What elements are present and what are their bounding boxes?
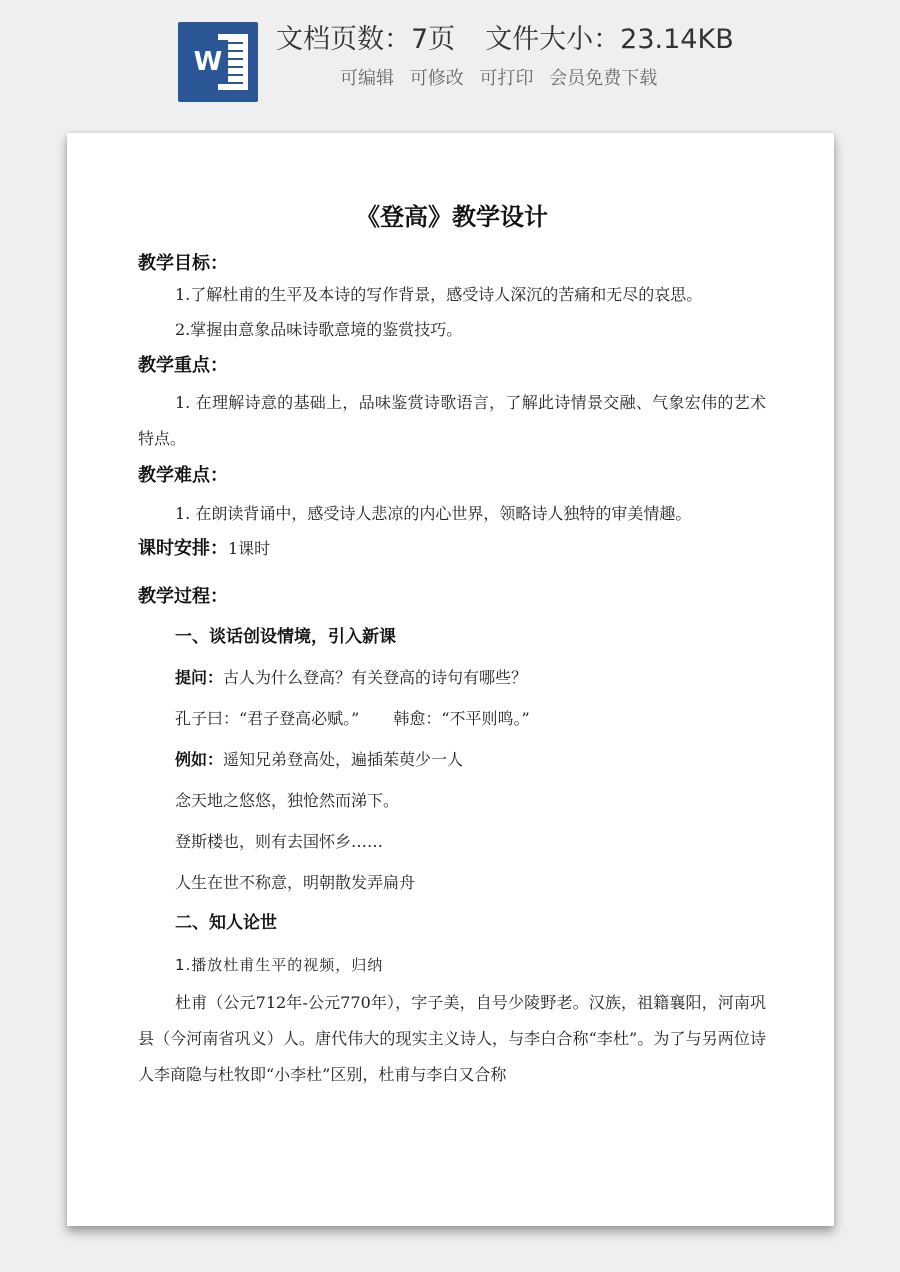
example-verse-1: 遥知兄弟登高处，遍插茱萸少一人 [223,750,464,769]
word-document-icon [178,22,258,102]
section-2-title: 二、知人论世 [175,913,277,933]
document-page [67,133,834,1226]
class-hours-label: 课时安排： [138,538,228,559]
example-label: 例如： [175,750,224,769]
dufu-biography: 杜甫（公元712年-公元770年），字子美，自号少陵野老。汉族，祖籍襄阳，河南巩县（今河南省巩义）人。唐代伟大的现实主义诗人，与李白合称“李杜”。为了与另两位诗人李商隐与杜牧即“小李杜”区别，杜甫与李白又合称 [138,993,766,1084]
question-text: 古人为什么登高？有关登高的诗句有哪些？ [223,668,528,687]
key-point-1: 1. 在理解诗意的基础上，品味鉴赏诗歌语言，了解此诗情景交融、气象宏伟的艺术特点。 [138,393,766,448]
example-verse-2: 念天地之悠悠，独怆然而涕下。 [175,791,400,810]
difficulty-1: 1. 在朗读背诵中，感受诗人悲凉的内心世界，领略诗人独特的审美情趣。 [175,504,692,523]
page-count: 文档页数：7页 [276,24,456,55]
quotes-line [175,706,530,732]
class-hours-value: 1课时 [228,539,271,558]
quote-confucius: 孔子曰：“君子登高必赋。” [175,709,360,728]
quote-hanyu: 韩愈：“不平则鸣。” [393,709,530,728]
question-line [175,665,527,691]
teaching-process-heading: 教学过程： [138,586,228,607]
perm-editable: 可编辑 [340,68,394,89]
class-hours [138,536,270,562]
example-verse-3: 登斯楼也，则有去国怀乡…… [175,832,384,851]
teaching-goals-heading: 教学目标： [138,253,228,274]
perm-printable: 可打印 [479,68,534,89]
document-info-banner [0,0,900,120]
difficulties-heading: 教学难点： [138,465,228,486]
example-verse-4: 人生在世不称意，明朝散发弄扁舟 [175,873,416,892]
permissions [340,64,740,94]
document-title: 《登高》教学设计 [356,203,548,231]
section-1-title: 一、谈话创设情境，引入新课 [175,627,396,647]
key-points-heading: 教学重点： [138,355,228,376]
example-line-1 [175,747,463,773]
question-label: 提问： [175,668,224,687]
goal-item-2: 2.掌握由意象品味诗歌意境的鉴赏技巧。 [175,320,463,339]
perm-member-download: 会员免费下载 [549,68,658,89]
goal-item-1: 1.了解杜甫的生平及本诗的写作背景，感受诗人深沉的苦痛和无尽的哀思。 [175,285,703,304]
word-logo-letter: W [188,40,228,84]
document-meta [276,20,876,60]
perm-modifiable: 可修改 [409,68,464,89]
file-size: 文件大小：23.14KB [485,24,734,55]
section-2-item-1: 1.播放杜甫生平的视频，归纳 [175,956,384,974]
